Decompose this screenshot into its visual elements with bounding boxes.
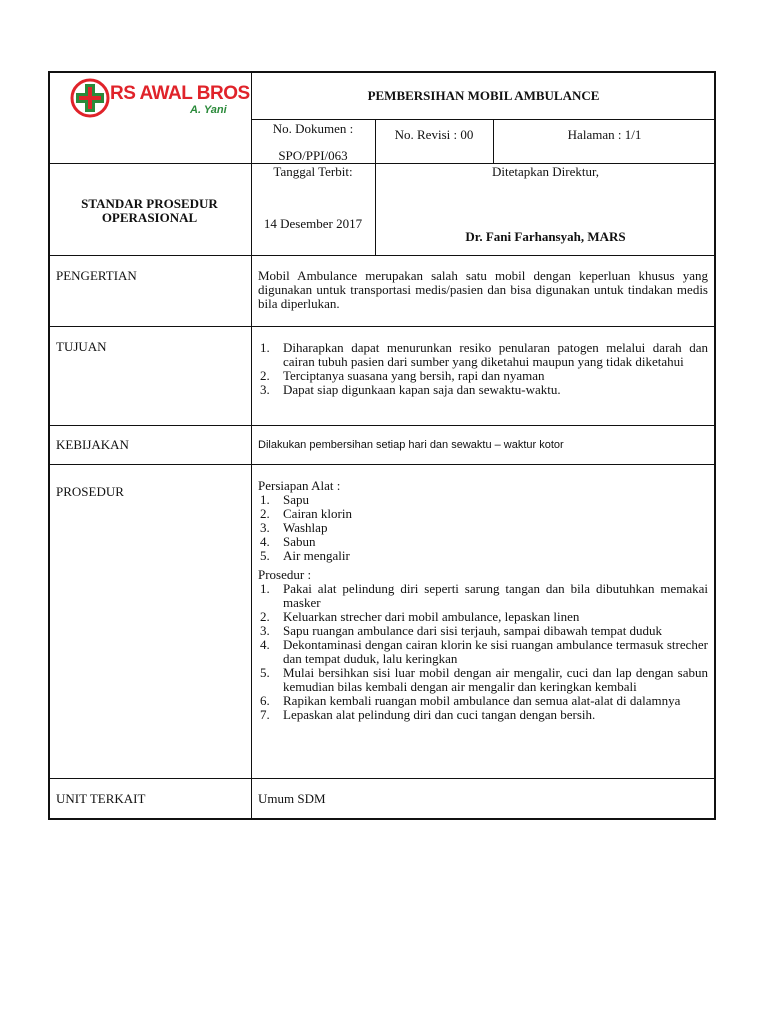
tools-list <box>258 493 708 563</box>
list-item: 1. Diharapkan dapat menurunkan resiko penularan patogen melalui darah dan cairan tubuh pasien dari sumber yang diketahui maupun yang tidak diketahui <box>260 340 708 369</box>
unit-text: Umum SDM <box>258 791 326 806</box>
prosedur-label: PROSEDUR <box>56 484 124 499</box>
director-name: Dr. Fani Farhansyah, MARS <box>465 229 626 244</box>
kebijakan-label: KEBIJAKAN <box>56 437 129 452</box>
rule-prosedur-bottom <box>48 778 716 779</box>
list-item: 3. Dapat siap digunkaan kapan saja dan sewaktu-waktu. <box>260 382 561 397</box>
kebijakan-text: Dilakukan pembersihan setiap hari dan sewaktu – waktur kotor <box>258 439 564 451</box>
document-title: PEMBERSIHAN MOBIL AMBULANCE <box>367 88 600 103</box>
tools-heading: Persiapan Alat : <box>258 478 341 493</box>
rule-header-bottom <box>48 163 716 164</box>
list-item: 5. Mulai bersihkan sisi luar mobil dengan air mengalir, cuci dan lap dengan sabun kemudian bilas kembali dengan air mengalir dan keringkan kembali <box>260 665 708 694</box>
sop-label-line1: STANDAR PROSEDUR <box>81 196 218 211</box>
tujuan-list <box>258 341 708 397</box>
list-item: 4. Dekontaminasi dengan cairan klorin ke sisi ruangan ambulance termasuk strecher dan tempat duduk, lalu keringkan <box>260 637 708 666</box>
list-item: 2. Cairan klorin <box>260 506 352 521</box>
list-item: 4. Sabun <box>260 534 316 549</box>
logo-branch-text: A. Yani <box>190 104 227 116</box>
steps-heading: Prosedur : <box>258 567 312 582</box>
unit-label: UNIT TERKAIT <box>56 791 146 806</box>
tujuan-label: TUJUAN <box>56 339 107 354</box>
approved-by-label: Ditetapkan Direktur, <box>491 164 600 179</box>
cross-emblem-icon <box>70 76 110 120</box>
list-item: 7. Lepaskan alat pelindung diri dan cuci tangan dengan bersih. <box>260 707 596 722</box>
list-item: 3. Sapu ruangan ambulance dari sisi terjauh, sampai dibawah tempat duduk <box>260 623 663 638</box>
doc-number-value: SPO/PPI/063 <box>278 148 348 163</box>
list-item: 3. Washlap <box>260 520 328 535</box>
column-divider <box>251 71 252 820</box>
steps-list <box>258 582 708 722</box>
sop-label-line2: OPERASIONAL <box>101 210 198 225</box>
list-item: 1. Pakai alat pelindung diri seperti sarung tangan dan bila dibutuhkan memakai masker <box>260 581 708 610</box>
page-number: Halaman : 1/1 <box>567 127 642 142</box>
list-item: 5. Air mengalir <box>260 548 350 563</box>
hospital-logo <box>70 75 250 121</box>
revision-number: No. Revisi : 00 <box>394 127 474 142</box>
list-item: 1. Sapu <box>260 492 309 507</box>
logo-brand-text: RS AWAL BROS <box>110 83 250 104</box>
pengertian-label: PENGERTIAN <box>56 268 137 283</box>
list-item: 6. Rapikan kembali ruangan mobil ambulance dan semua alat-alat di dalamnya <box>260 693 681 708</box>
issue-date-label: Tanggal Terbit: <box>273 164 353 179</box>
rule-tujuan-bottom <box>48 425 716 426</box>
sop-label <box>48 197 251 225</box>
doc-number-label: No. Dokumen : <box>272 121 354 136</box>
issue-date: 14 Desember 2017 <box>263 216 363 231</box>
pengertian-text: Mobil Ambulance merupakan salah satu mobil dengan keperluan khusus yang digunakan untuk transportasi medis/pasien dan bisa digunakan untuk tindakan medis bila diperlukan. <box>258 268 708 311</box>
rule-kebijakan-bottom <box>48 464 716 465</box>
list-item: 2. Terciptanya suasana yang bersih, rapi dan nyaman <box>260 368 545 383</box>
list-item: 2. Keluarkan strecher dari mobil ambulance, lepaskan linen <box>260 609 580 624</box>
rule-pengertian-bottom <box>48 326 716 327</box>
rule-title-bottom <box>251 119 716 120</box>
rule-sop-bottom <box>48 255 716 256</box>
